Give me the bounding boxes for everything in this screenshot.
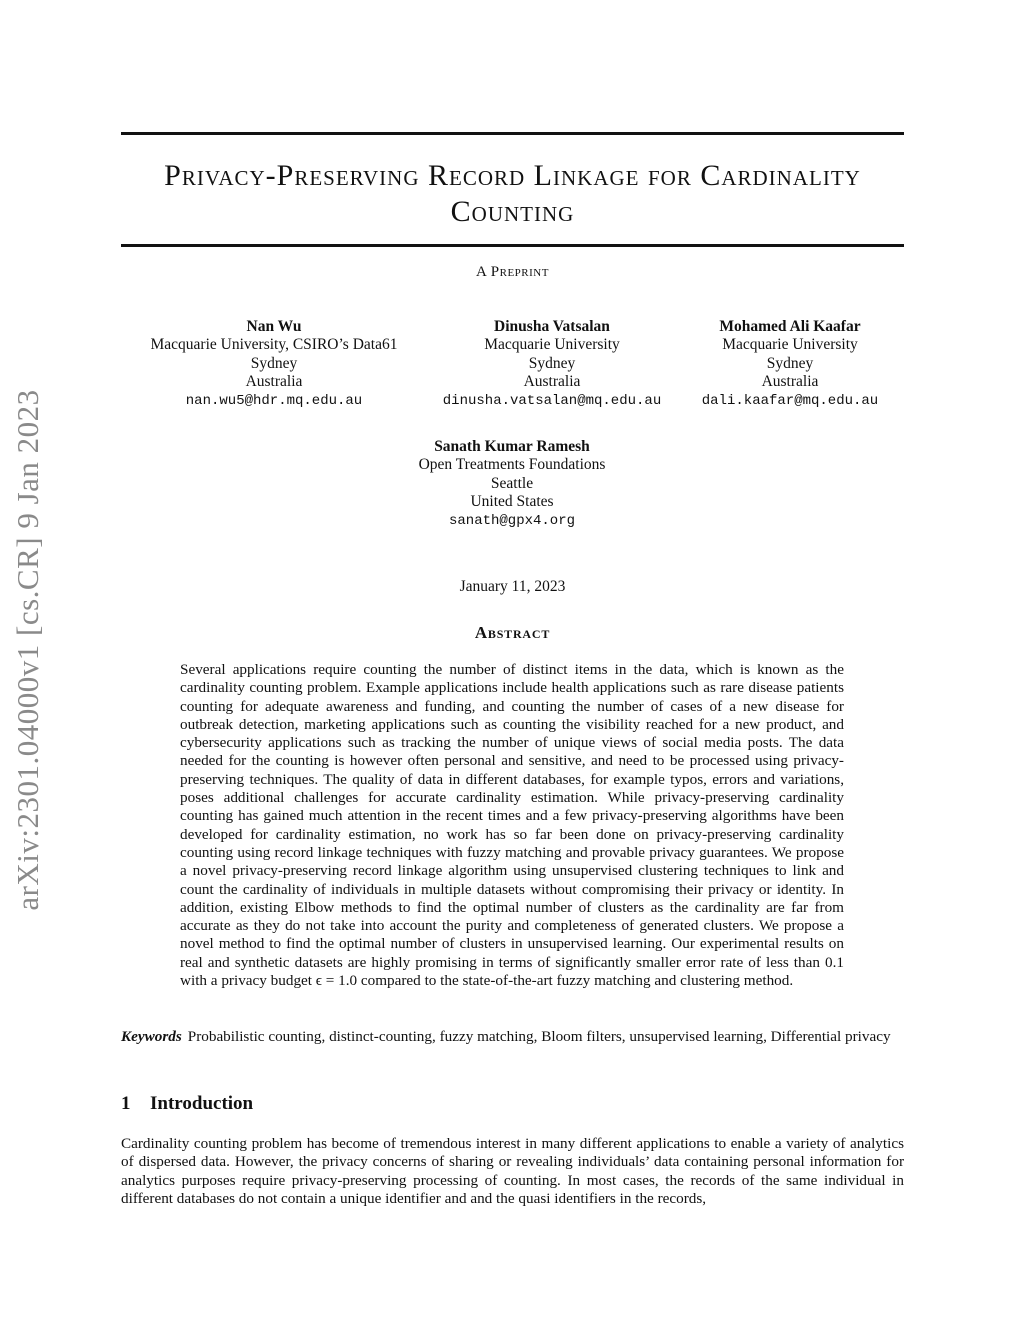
introduction-text: Cardinality counting problem has become of tremendous interest in many different applications to enable a variety of analytics of dispersed data. However, the privacy concerns of sharing or revealing individuals’ data containing personal information for analytics purposes require privacy-preserving processing of counting. In most cases, the records of the same individual in different databases do not contain a unique identifier and and the quasi identifiers in the records,: [121, 1135, 904, 1207]
author-name: Dinusha Vatsalan: [494, 318, 610, 335]
author-country: Australia: [523, 373, 581, 391]
author-affiliation: Macquarie University: [484, 336, 620, 354]
title-bottom-rule: [121, 244, 904, 247]
author-country: Australia: [245, 373, 303, 391]
section-title: Introduction: [150, 1093, 254, 1114]
author-city: Sydney: [766, 354, 814, 372]
author-name: Mohamed Ali Kaafar: [719, 318, 861, 335]
author-city: Sydney: [528, 354, 576, 372]
paper-date: January 11, 2023: [459, 578, 566, 595]
paper-title: Privacy-Preserving Record Linkage for Cardinality Counting: [164, 159, 861, 228]
section-heading: [121, 1093, 253, 1115]
author-block: [362, 438, 662, 530]
keywords: [121, 1028, 904, 1046]
author-block: [124, 318, 424, 410]
author-email: dali.kaafar@mq.edu.au: [701, 392, 879, 409]
author-name: Nan Wu: [246, 318, 302, 335]
keywords-text: Probabilistic counting, distinct-counting, fuzzy matching, Bloom filters, unsupervised learning, Differential privacy: [187, 1028, 891, 1045]
section-number: 1: [121, 1093, 131, 1114]
author-country: Australia: [761, 373, 819, 391]
author-country: United States: [470, 493, 554, 511]
author-affiliation: Macquarie University: [722, 336, 858, 354]
title-top-rule: [121, 132, 904, 135]
author-city: Seattle: [490, 474, 534, 492]
author-email: nan.wu5@hdr.mq.edu.au: [185, 392, 363, 409]
author-affiliation: Open Treatments Foundations: [418, 456, 606, 474]
preprint-label: A Preprint: [476, 264, 549, 280]
abstract-heading: Abstract: [474, 623, 551, 642]
author-city: Sydney: [250, 354, 298, 372]
arxiv-identifier: arXiv:2301.04000v1 [cs.CR] 9 Jan 2023: [10, 389, 45, 911]
abstract-text: Several applications require counting the number of distinct items in the data, which is known as the cardinality counting problem. Example applications include health applications such as rare disease patients counting for adequate awareness and funding, and counting the number of cases of a new disease for outbreak detection, marketing applications such as counting the visibility reached for a new product, and cybersecurity applications such as tracking the number of unique views of social media posts. The data needed for the counting is however often personal and sensitive, and need to be processed using privacy-preserving techniques. The quality of data in different databases, for example typos, errors and variations, poses additional challenges for accurate cardinality estimation. While privacy-preserving cardinality counting has gained much attention in the recent times and a few privacy-preserving algorithms have been developed for cardinality estimation, no work has so far been done on privacy-preserving cardinality counting using record linkage techniques with fuzzy matching and provable privacy guarantees. We propose a novel privacy-preserving record linkage algorithm using unsupervised clustering techniques to link and count the cardinality of individuals in multiple datasets without compromising their privacy or identity. In addition, existing Elbow methods to find the optimal number of clusters as the cardinality are far from accurate as they do not take into account the purity and completeness of generated clusters. We propose a novel method to find the optimal number of clusters in unsupervised learning. Our experimental results on real and synthetic datasets are highly promising in terms of significantly smaller error rate of less than 0.1 with a privacy budget ϵ = 1.0 compared to the state-of-the-art fuzzy matching and clustering method.: [180, 661, 844, 990]
keywords-label: Keywords: [121, 1028, 182, 1045]
author-email: dinusha.vatsalan@mq.edu.au: [442, 392, 662, 409]
author-block: [640, 318, 940, 410]
author-name: Sanath Kumar Ramesh: [434, 438, 590, 455]
author-affiliation: Macquarie University, CSIRO’s Data61: [150, 336, 398, 354]
author-email: sanath@gpx4.org: [448, 512, 576, 529]
